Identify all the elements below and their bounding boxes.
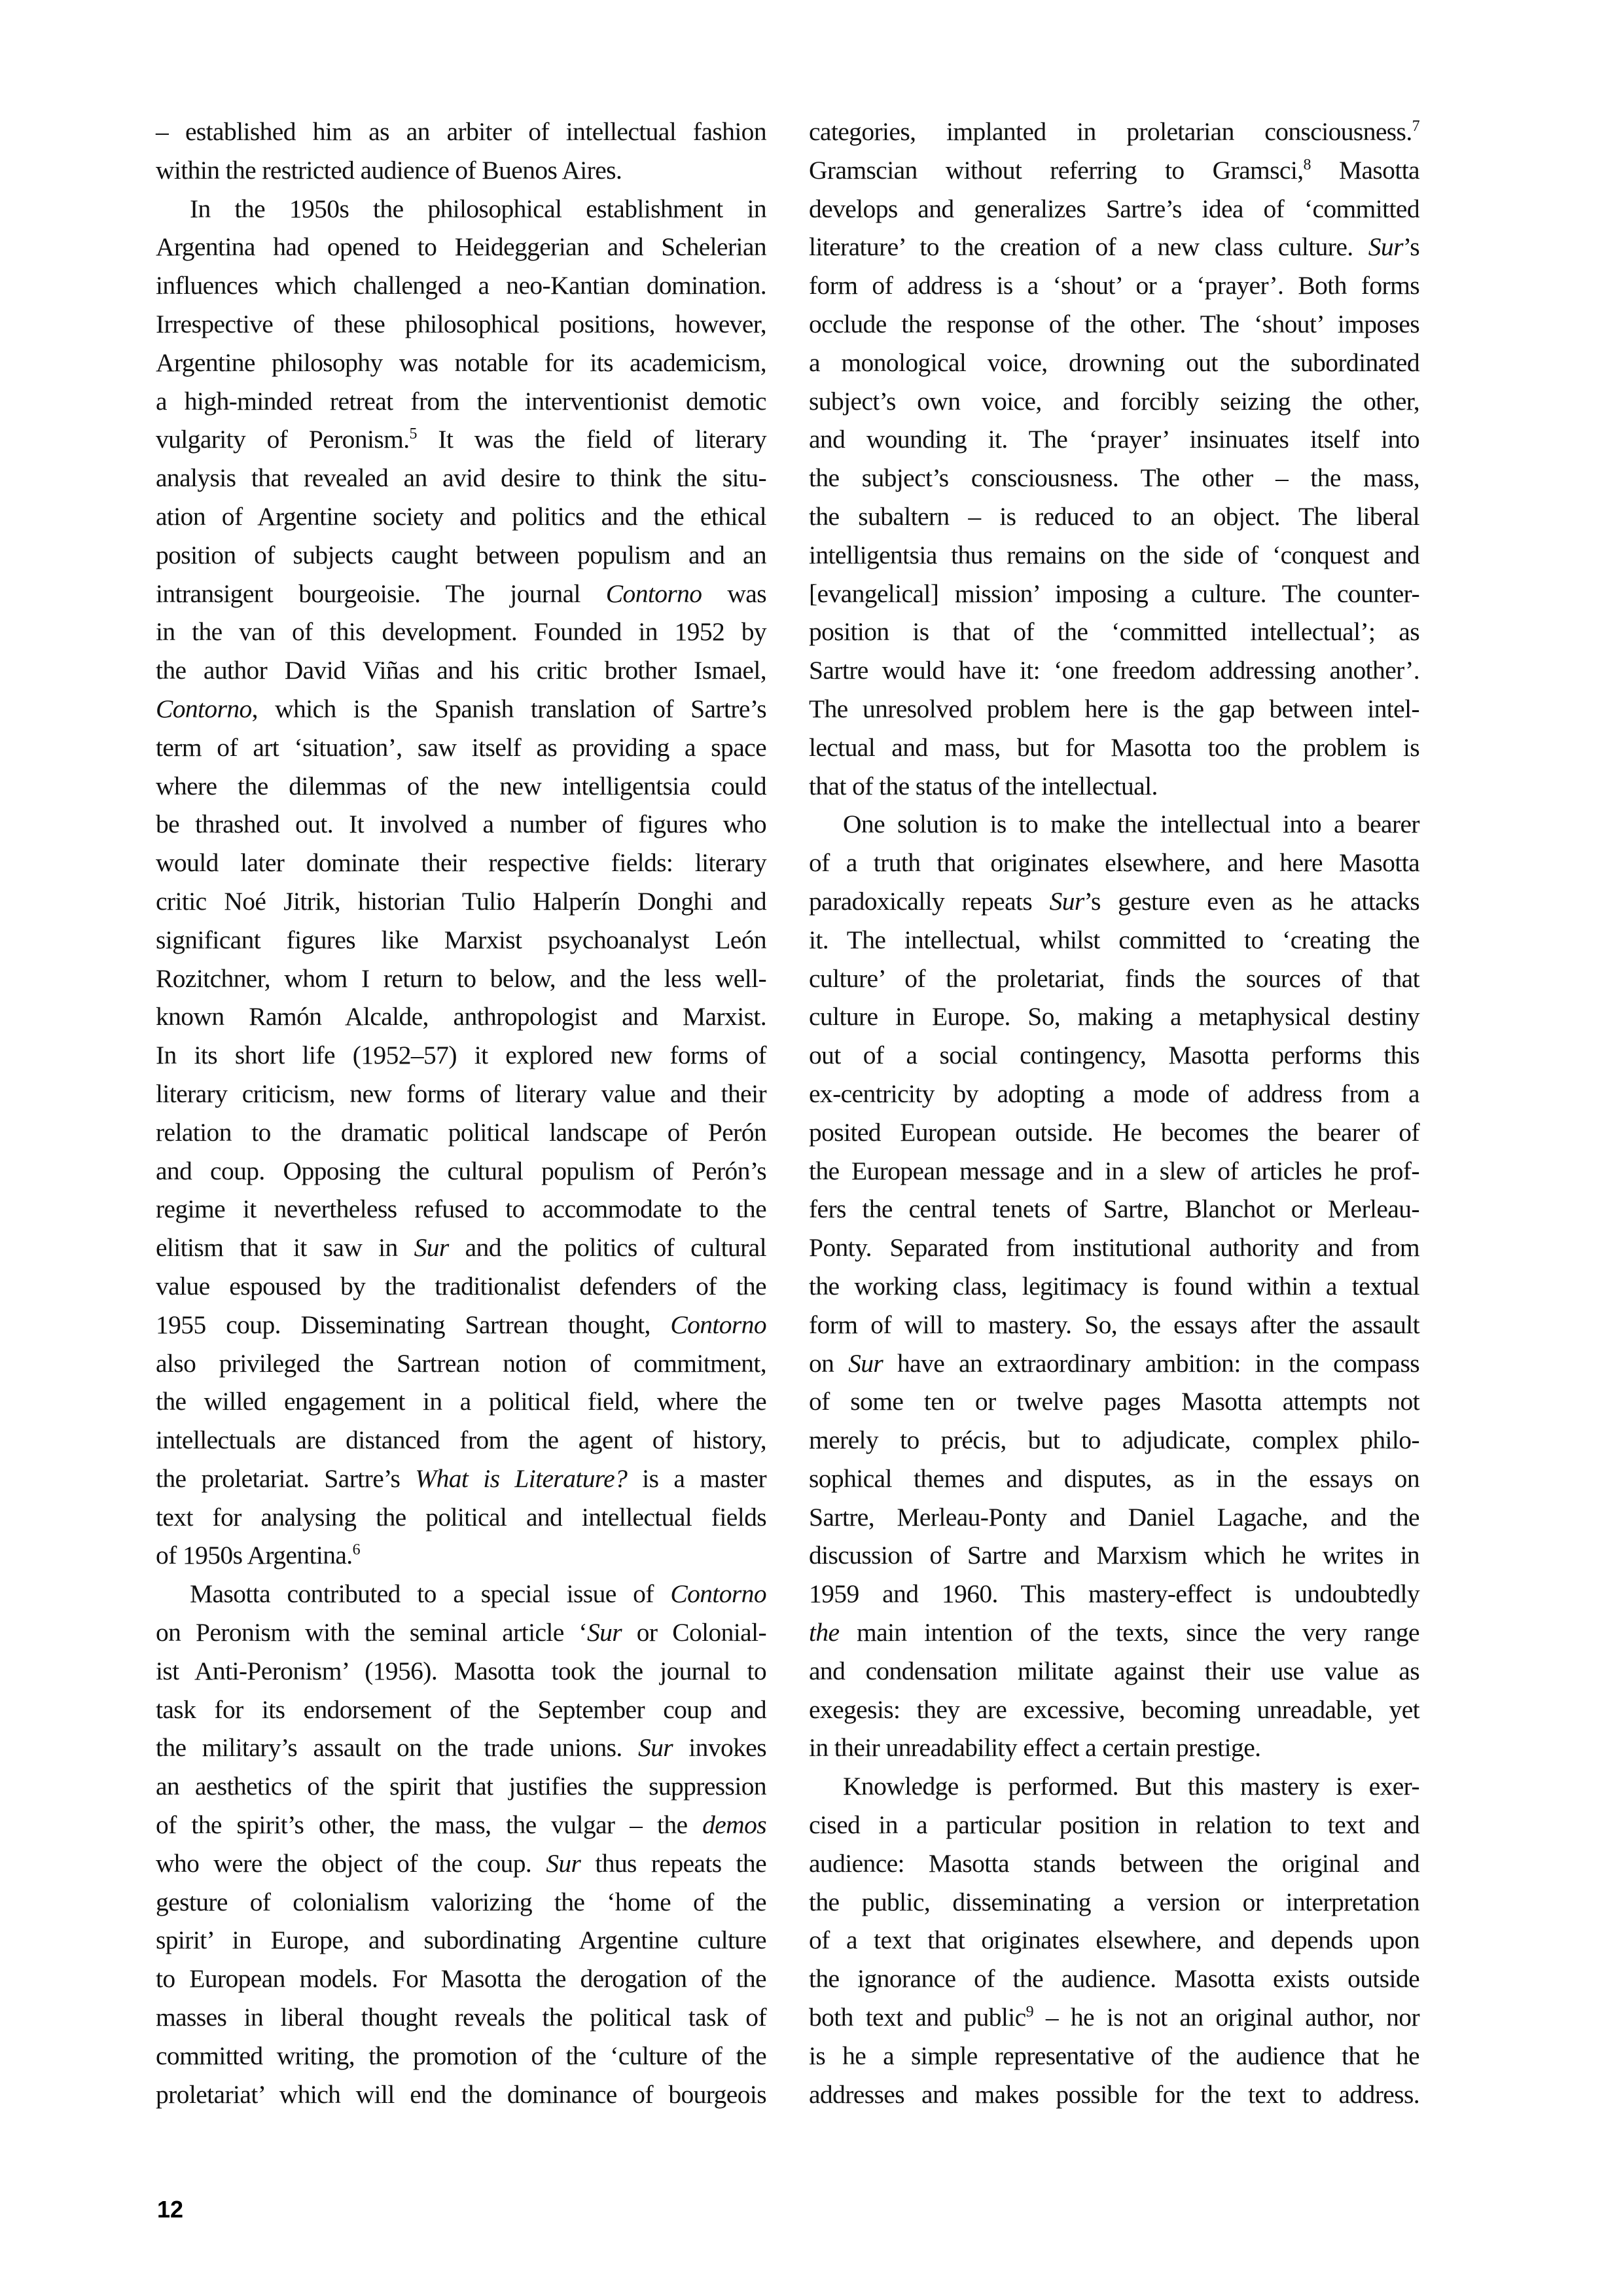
text-segment: it. The intellectual, whilst committed to ‘creating the (809, 925, 1419, 954)
text-segment: who were the object of the coup. (156, 1848, 546, 1878)
text-segment: Rozitchner, whom I return to below, and the less well- (156, 963, 766, 993)
text-line (809, 459, 1419, 497)
text-line (809, 651, 1419, 690)
text-segment: – established him as an arbiter of intellectual fashion (156, 117, 766, 146)
page-number: 12 (157, 2196, 184, 2223)
italic-text: What is Literature? (415, 1463, 628, 1493)
text-segment: the ignorance of the audience. Masotta exists outside (809, 1964, 1419, 1994)
text-line (809, 1652, 1419, 1691)
text-segment: and the politics of cultural (448, 1233, 766, 1263)
text-line (809, 882, 1419, 921)
text-segment: and wounding it. The ‘prayer’ insinuates itself into (809, 425, 1419, 454)
italic-text: Sur (546, 1848, 581, 1878)
text-segment: intransigent bourgeoisie. The journal (156, 579, 606, 608)
italic-text: Sur (637, 1733, 673, 1763)
text-segment: out of a social contingency, Masotta performs this (809, 1041, 1419, 1070)
text-line (156, 1806, 766, 1844)
text-line (156, 805, 766, 844)
text-segment: proletariat’ which will end the dominance of bourgeois (156, 2079, 766, 2109)
text-line (809, 1460, 1419, 1498)
text-segment: committed writing, the promotion of the ‘culture of the (156, 2041, 766, 2070)
text-line (156, 1036, 766, 1075)
text-line (156, 728, 766, 767)
text-segment: Argentine philosophy was notable for its academicism, (156, 348, 766, 377)
text-line (809, 1421, 1419, 1460)
text-line (809, 420, 1419, 459)
text-line (156, 497, 766, 536)
text-segment: of a text that originates elsewhere, and depends upon (809, 1926, 1419, 1955)
italic-text: Sur (414, 1233, 449, 1263)
text-segment: sophical themes and disputes, as in the essays on (809, 1463, 1419, 1493)
text-segment: elitism that it saw in (156, 1233, 414, 1263)
text-segment: the author David Viñas and his critic brother Ismael, (156, 656, 766, 685)
text-line (809, 1306, 1419, 1344)
text-segment: significant figures like Marxist psychoanalyst León (156, 925, 766, 954)
text-line (156, 1075, 766, 1113)
text-line (156, 2037, 766, 2075)
text-line (156, 882, 766, 921)
italic-text: Contorno (670, 1310, 766, 1339)
text-segment: value espoused by the traditionalist defenders of the (156, 1271, 766, 1300)
text-line (156, 344, 766, 382)
text-segment: position is that of the ‘committed intellectual’; as (809, 617, 1419, 647)
text-segment: main intention of the texts, since the very range (839, 1618, 1419, 1647)
text-segment: critic Noé Jitrik, historian Tulio Halperín Donghi and (156, 886, 766, 916)
italic-text: Contorno (670, 1579, 766, 1609)
text-line (156, 1883, 766, 1922)
text-line (809, 805, 1419, 844)
text-line (809, 1806, 1419, 1844)
text-segment: exegesis: they are excessive, becoming unreadable, yet (809, 1695, 1419, 1724)
text-segment: invokes (673, 1733, 766, 1763)
text-line (156, 190, 766, 228)
text-line (156, 1575, 766, 1613)
text-segment: relation to the dramatic political landscape of Perón (156, 1117, 766, 1147)
text-line (809, 1190, 1419, 1229)
text-segment: culture in Europe. So, making a metaphysical destiny (809, 1002, 1419, 1031)
text-line (156, 997, 766, 1036)
text-line (809, 1382, 1419, 1421)
text-segment: subject’s own voice, and forcibly seizing the other, (809, 386, 1419, 416)
text-line (809, 344, 1419, 382)
text-segment: categories, implanted in proletarian consciousness. (809, 117, 1412, 146)
text-segment: the European message and in a slew of articles he prof- (809, 1156, 1419, 1185)
text-line (156, 1344, 766, 1383)
text-line (156, 151, 766, 190)
text-segment: lectual and mass, but for Masotta too the problem is (809, 732, 1419, 762)
text-segment: term of art ‘situation’, saw itself as providing a space (156, 732, 766, 762)
text-segment: of 1950s Argentina. (156, 1541, 353, 1570)
text-segment: thus repeats the (580, 1848, 766, 1878)
text-line (156, 1113, 766, 1152)
text-segment: The unresolved problem here is the gap between intel- (809, 694, 1419, 723)
text-line (809, 2037, 1419, 2075)
text-line (809, 2075, 1419, 2114)
text-segment: In the 1950s the philosophical establishment in (190, 194, 766, 223)
text-segment: on (809, 1348, 849, 1378)
text-segment: an aesthetics of the spirit that justifies the suppression (156, 1772, 766, 1801)
text-line (809, 1036, 1419, 1075)
text-line (809, 1613, 1419, 1652)
text-segment: Irrespective of these philosophical positions, however, (156, 309, 766, 338)
text-line (156, 1844, 766, 1883)
text-segment: ’s gesture even as he attacks (1084, 886, 1419, 916)
footnote-marker: 9 (1026, 2003, 1034, 2021)
text-segment: analysis that revealed an avid desire to think the situ- (156, 463, 766, 493)
text-line (809, 960, 1419, 998)
text-line (156, 960, 766, 998)
text-line (809, 1267, 1419, 1306)
text-line (809, 1498, 1419, 1537)
text-line (809, 921, 1419, 960)
italic-text: Sur (1049, 886, 1084, 916)
text-line (156, 1306, 766, 1344)
text-segment: gesture of colonialism valorizing the ‘home of the (156, 1887, 766, 1916)
text-segment: would later dominate their respective fields: literary (156, 848, 766, 878)
text-segment: task for its endorsement of the September coup and (156, 1695, 766, 1724)
text-line (156, 382, 766, 421)
text-segment: paradoxically repeats (809, 886, 1050, 916)
text-segment: Masotta (1310, 155, 1419, 185)
text-line (156, 420, 766, 459)
text-line (156, 266, 766, 305)
text-segment: the proletariat. Sartre’s (156, 1463, 416, 1493)
text-line (156, 1729, 766, 1767)
text-line (809, 1960, 1419, 1998)
text-line (809, 1229, 1419, 1267)
text-line (809, 266, 1419, 305)
text-segment: cised in a particular position in relation to text and (809, 1810, 1419, 1840)
text-segment: literature’ to the creation of a new class culture. (809, 232, 1368, 262)
text-segment: known Ramón Alcalde, anthropologist and Marxist. (156, 1002, 766, 1031)
footnote-marker: 8 (1303, 156, 1311, 173)
text-line (156, 536, 766, 575)
text-segment: Sartre, Merleau-Ponty and Daniel Lagache, and the (809, 1502, 1419, 1532)
text-line (156, 1652, 766, 1691)
text-segment: the subaltern – is reduced to an object. The liberal (809, 501, 1419, 531)
text-segment: In its short life (1952–57) it explored new forms of (156, 1041, 766, 1070)
text-segment: Knowledge is performed. But this mastery is exer- (843, 1772, 1419, 1801)
text-segment: text for analysing the political and intellectual fields (156, 1502, 766, 1532)
text-line (156, 1229, 766, 1267)
text-segment: the subject’s consciousness. The other – the mass, (809, 463, 1419, 493)
footnote-marker: 7 (1412, 118, 1419, 135)
text-line (156, 1152, 766, 1191)
text-line (809, 844, 1419, 882)
text-line (809, 382, 1419, 421)
text-segment: a high-minded retreat from the interventionist demotic (156, 386, 766, 416)
text-line (809, 1729, 1419, 1767)
text-segment: have an extraordinary ambition: in the compass (883, 1348, 1419, 1378)
text-segment: position of subjects caught between populism and an (156, 540, 766, 569)
text-segment: occlude the response of the other. The ‘shout’ imposes (809, 309, 1419, 338)
italic-text: the (809, 1618, 840, 1647)
italic-text: demos (702, 1810, 766, 1840)
text-segment: [evangelical] mission’ imposing a culture. The counter- (809, 579, 1419, 608)
text-segment: It was the field of literary (416, 425, 767, 454)
text-line (156, 1536, 766, 1575)
text-segment: and coup. Opposing the cultural populism of Perón’s (156, 1156, 766, 1185)
text-segment: literary criticism, new forms of literary value and their (156, 1079, 766, 1108)
text-segment: is he a simple representative of the audience that he (809, 2041, 1419, 2070)
text-line (809, 151, 1419, 190)
text-segment: also privileged the Sartrean notion of commitment, (156, 1348, 766, 1378)
text-segment: the military’s assault on the trade unions. (156, 1733, 638, 1763)
text-segment: in the van of this development. Founded in 1952 by (156, 617, 766, 647)
text-line (809, 767, 1419, 806)
text-segment: 1959 and 1960. This mastery-effect is undoubtedly (809, 1579, 1419, 1609)
text-line (809, 1575, 1419, 1613)
text-segment: within the restricted audience of Buenos Aires. (156, 155, 622, 185)
text-segment: where the dilemmas of the new intelligentsia could (156, 771, 766, 800)
text-line (156, 113, 766, 151)
italic-text: Sur (848, 1348, 883, 1378)
text-line (809, 1113, 1419, 1152)
text-segment: both text and public (809, 2003, 1026, 2032)
text-segment: regime it nevertheless refused to accommodate to the (156, 1194, 766, 1224)
text-segment: vulgarity of Peronism. (156, 425, 410, 454)
text-segment: fers the central tenets of Sartre, Blanchot or Merleau- (809, 1194, 1419, 1224)
text-segment: the public, disseminating a version or interpretation (809, 1887, 1419, 1916)
text-line (156, 1613, 766, 1652)
text-segment: and condensation militate against their use value as (809, 1656, 1419, 1685)
text-line (809, 1883, 1419, 1922)
text-segment: discussion of Sartre and Marxism which he writes in (809, 1541, 1419, 1570)
text-segment: of a truth that originates elsewhere, and here Masotta (809, 848, 1419, 878)
text-segment: spirit’ in Europe, and subordinating Argentine culture (156, 1926, 766, 1955)
italic-text: Contorno (156, 694, 252, 723)
text-segment: ist Anti-Peronism’ (1956). Masotta took the journal to (156, 1656, 766, 1685)
text-segment: intelligentsia thus remains on the side of ‘conquest and (809, 540, 1419, 569)
text-segment: ex-centricity by adopting a mode of address from a (809, 1079, 1419, 1108)
text-segment: that of the status of the intellectual. (809, 771, 1158, 800)
text-line (156, 1190, 766, 1229)
text-segment: 1955 coup. Disseminating Sartrean thought, (156, 1310, 671, 1339)
text-line (809, 1767, 1419, 1806)
text-segment: the working class, legitimacy is found within a textual (809, 1271, 1419, 1300)
text-line (156, 1421, 766, 1460)
text-segment: posited European outside. He becomes the bearer of (809, 1117, 1419, 1147)
text-segment: , which is the Spanish translation of Sartre’s (251, 694, 766, 723)
text-line (156, 1960, 766, 1998)
text-segment: a monological voice, drowning out the subordinated (809, 348, 1419, 377)
italic-text: Sur (1368, 232, 1403, 262)
text-line (156, 1267, 766, 1306)
text-line (809, 1152, 1419, 1191)
text-line (809, 1921, 1419, 1960)
text-line (809, 1344, 1419, 1383)
text-segment: Masotta contributed to a special issue of (190, 1579, 671, 1609)
text-segment: audience: Masotta stands between the original and (809, 1848, 1419, 1878)
text-segment: Ponty. Separated from institutional authority and from (809, 1233, 1419, 1263)
text-line (156, 1921, 766, 1960)
footnote-marker: 6 (352, 1541, 360, 1559)
text-line (809, 575, 1419, 613)
text-segment: ation of Argentine society and politics and the ethical (156, 501, 766, 531)
text-line (809, 1691, 1419, 1729)
text-line (156, 1691, 766, 1729)
text-segment: or Colonial- (622, 1618, 767, 1647)
text-segment: culture’ of the proletariat, finds the sources of that (809, 963, 1419, 993)
text-segment: is a master (627, 1463, 767, 1493)
text-line (809, 1536, 1419, 1575)
text-line (156, 651, 766, 690)
italic-text: Sur (586, 1618, 622, 1647)
text-segment: masses in liberal thought reveals the political task of (156, 2003, 766, 2032)
text-segment: in their unreadability effect a certain prestige. (809, 1733, 1261, 1763)
text-line (809, 997, 1419, 1036)
text-segment: was (702, 579, 767, 608)
text-segment: – he is not an original author, nor (1033, 2003, 1419, 2032)
text-line (156, 305, 766, 344)
text-segment: addresses and makes possible for the text to address. (809, 2079, 1419, 2109)
text-line (809, 497, 1419, 536)
text-segment: the willed engagement in a political field, where the (156, 1387, 766, 1416)
text-segment: to European models. For Masotta the derogation of the (156, 1964, 766, 1994)
text-line (809, 305, 1419, 344)
text-line (156, 844, 766, 882)
text-segment: Gramscian without referring to Gramsci, (809, 155, 1304, 185)
text-segment: Argentina had opened to Heideggerian and Schelerian (156, 232, 766, 262)
text-line (156, 1998, 766, 2037)
text-segment: influences which challenged a neo-Kantian domination. (156, 271, 766, 300)
text-line (809, 728, 1419, 767)
text-line (809, 190, 1419, 228)
text-line (156, 613, 766, 651)
footnote-marker: 5 (409, 425, 417, 443)
text-segment: form of address is a ‘shout’ or a ‘prayer’. Both forms (809, 271, 1419, 300)
text-segment: of the spirit’s other, the mass, the vulgar – the (156, 1810, 703, 1840)
text-line (156, 2075, 766, 2114)
text-segment: on Peronism with the seminal article ‘ (156, 1618, 587, 1647)
text-column-left (156, 113, 766, 2113)
text-segment: One solution is to make the intellectual into a bearer (843, 810, 1419, 839)
text-line (809, 1998, 1419, 2037)
text-line (809, 536, 1419, 575)
text-segment: ’s (1402, 232, 1419, 262)
italic-text: Contorno (605, 579, 702, 608)
text-segment: of some ten or twelve pages Masotta attempts not (809, 1387, 1419, 1416)
text-line (156, 690, 766, 728)
text-line (156, 1498, 766, 1537)
text-line (156, 228, 766, 266)
text-line (156, 1460, 766, 1498)
text-line (809, 113, 1419, 151)
text-segment: form of will to mastery. So, the essays after the assault (809, 1310, 1419, 1339)
text-segment: Sartre would have it: ‘one freedom addressing another’. (809, 656, 1419, 685)
text-line (809, 1844, 1419, 1883)
text-line (156, 575, 766, 613)
text-segment: be thrashed out. It involved a number of figures who (156, 810, 766, 839)
text-line (156, 767, 766, 806)
text-line (156, 459, 766, 497)
text-segment: intellectuals are distanced from the agent of history, (156, 1426, 766, 1455)
text-line (156, 921, 766, 960)
text-segment: develops and generalizes Sartre’s idea of ‘committed (809, 194, 1419, 223)
text-segment: merely to précis, but to adjudicate, complex philo- (809, 1426, 1419, 1455)
text-line (156, 1767, 766, 1806)
text-line (809, 1075, 1419, 1113)
text-line (809, 690, 1419, 728)
text-line (156, 1382, 766, 1421)
text-column-right (809, 113, 1419, 2113)
text-line (809, 613, 1419, 651)
text-line (809, 228, 1419, 266)
